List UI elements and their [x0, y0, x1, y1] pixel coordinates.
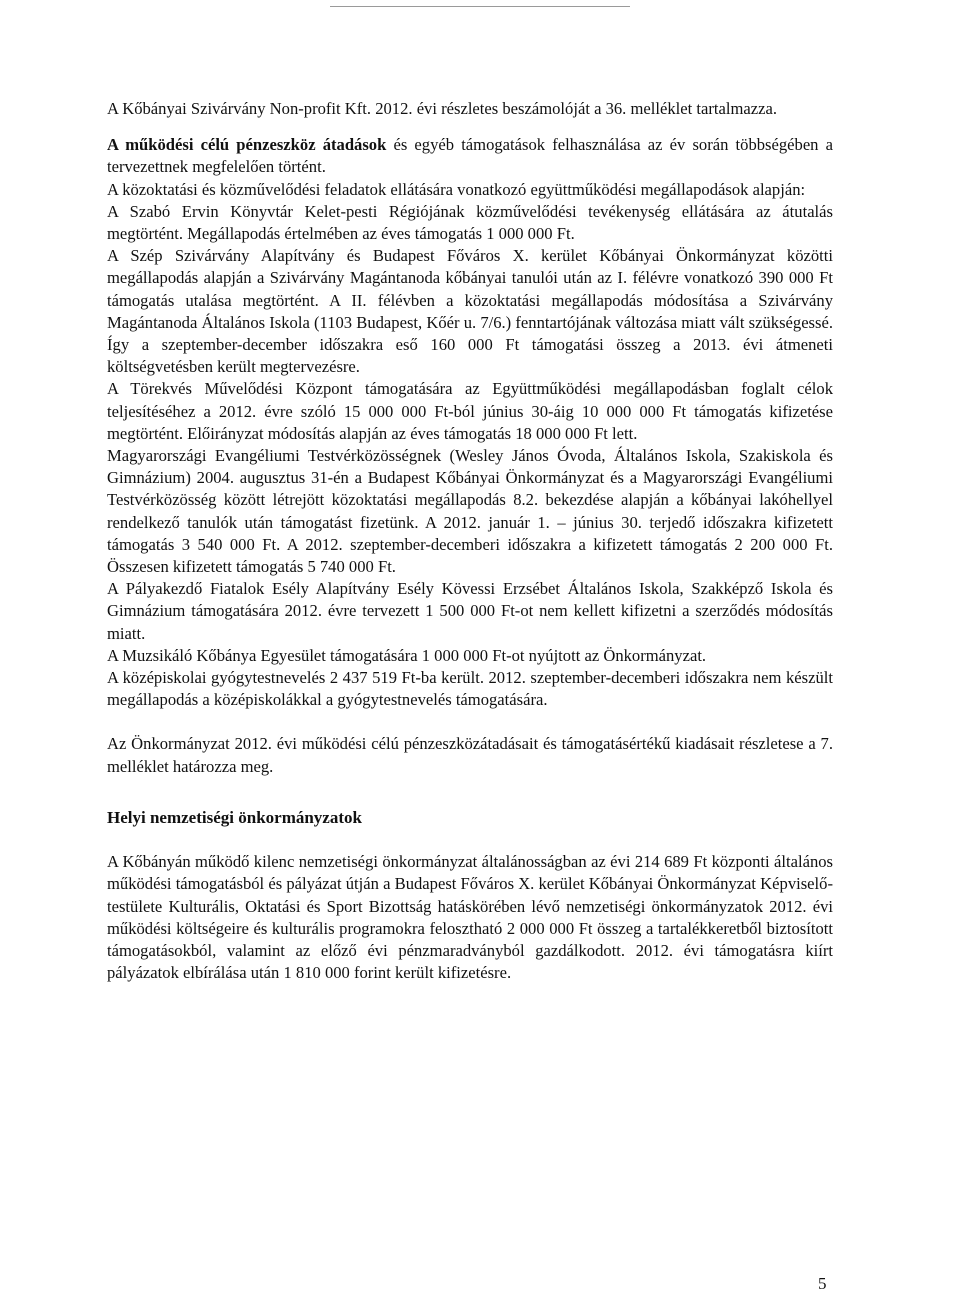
spacer: [107, 778, 833, 807]
cultural-center-paragraph: A Törekvés Művelődési Központ támogatására az Együttműködési megállapodásban foglalt célok teljesítéséhez a 2012. évre szóló 15 000 000 Ft-ból június 30-áig 10 000 000 Ft támogatás kifizetése megtörtént. Előirányzat módosítás alapján az éves támogatás 18 000 000 Ft lett.: [107, 379, 833, 443]
document-page: [107, 98, 833, 984]
spacer: [107, 120, 833, 134]
library-paragraph: A Szabó Ervin Könyvtár Kelet-pesti Régiójának közművelődési tevékenység ellátására az átutalás megtörtént. Megállapodás értelmében az éves támogatás 1 000 000 Ft.: [107, 201, 833, 244]
physical-therapy-paragraph: A középiskolai gyógytestnevelés 2 437 519 Ft-ba került. 2012. szeptember-decemberi időszakra nem készült megállapodás a középiskolákkal a gyógytestnevelés támogatására.: [107, 668, 833, 710]
career-foundation-paragraph: A Pályakezdő Fiatalok Esély Alapítvány Esély Kövessi Erzsébet Általános Iskola, Szakképző Iskola és Gimnázium támogatására 2012. évre tervezett 1 500 000 Ft-ot nem kellett kifizetni a szerződés módosítás miatt.: [107, 579, 833, 643]
rainbow-foundation-paragraph: A Szép Szivárvány Alapítvány és Budapest Főváros X. kerület Kőbányai Önkormányzat közötti megállapodás alapján a Szivárvány Magántanoda kőbányai tanulói után az I. félévre vonatkozó 390 000 Ft támogatás utalása megtörtént. A II. félévben a közoktatási megállapodás módosítása a Szivárvány Magántanoda Általános Iskola (1103 Budapest, Kőér u. 7/6.) fenntartójának változása miatt vált szükségessé. Így a szeptember-december időszakra eső 160 000 Ft támogatási összeg a 2013. évi átmeneti költségvetésben került megtervezésre.: [107, 246, 833, 377]
transfers-paragraph: [107, 134, 833, 178]
scan-artifact-line: [330, 6, 630, 7]
transfers-lead-bold: A működési célú pénzeszköz átadások: [107, 135, 387, 155]
music-association-paragraph: A Muzsikáló Kőbánya Egyesület támogatására 1 000 000 Ft-ot nyújtott az Önkormányzat.: [107, 645, 707, 665]
spacer: [107, 711, 833, 733]
evangelical-community-paragraph: Magyarországi Evangéliumi Testvérközösségnek (Wesley János Óvoda, Általános Iskola, Szakiskola és Gimnázium) 2004. augusztus 31-én a Budapest Kőbányai Önkormányzat és a Magyarországi Evangéliumi Testvérközösség között létrejött közoktatási megállapodás 8.2. bekezdése alapján a kőbányai lakóhellyel rendelkező tanulók után támogatást fizetünk. A 2012. január 1. – június 30. terjedő időszakra kifizetett támogatás 3 540 000 Ft. A 2012. szeptember-decemberi időszakra a kifizetett támogatás 2 200 000 Ft. Összesen kifizetett támogatás 5 740 000 Ft.: [107, 446, 833, 577]
spacer: [107, 829, 833, 851]
page-number: 5: [818, 1274, 827, 1293]
intro-paragraph: A Kőbányai Szivárvány Non-profit Kft. 2012. évi részletes beszámolóját a 36. melléklet tartalmazza.: [107, 99, 777, 118]
minority-governments-paragraph: A Kőbányán működő kilenc nemzetiségi önkormányzat általánosságban az évi 214 689 Ft központi általános működési támogatásból és pályázat útján a Budapest Főváros X. kerület Kőbányai Önkormányzat Képviselő-testülete Kulturális, Oktatási és Sport Bizottság hatáskörében lévő nemzetiségi önkormányzatok 2012. évi működési költségeire és kulturális programokra felosztható 2 000 000 Ft összeg a tartalékkeretből biztosított támogatásokból, valamint az előző évi pénzmaradványból gazdálkodott. 2012. évi támogatásra kiírt pályázatok elbírálása után 1 810 000 forint került kifizetésre.: [107, 852, 833, 983]
summary-paragraph: Az Önkormányzat 2012. évi működési célú pénzeszközátadásait és támogatásértékű kiadásait részletese a 7. melléklet határozza meg.: [107, 734, 833, 776]
section-heading: Helyi nemzetiségi önkormányzatok: [107, 807, 362, 827]
transfers-lead-rest: és egyéb támogatások felhasználása az év során többségében a tervezettnek megfelelően történt.: [107, 135, 833, 177]
agreements-intro-paragraph: A közoktatási és közművelődési feladatok ellátására vonatkozó együttműködési megállapodások alapján:: [107, 179, 806, 199]
